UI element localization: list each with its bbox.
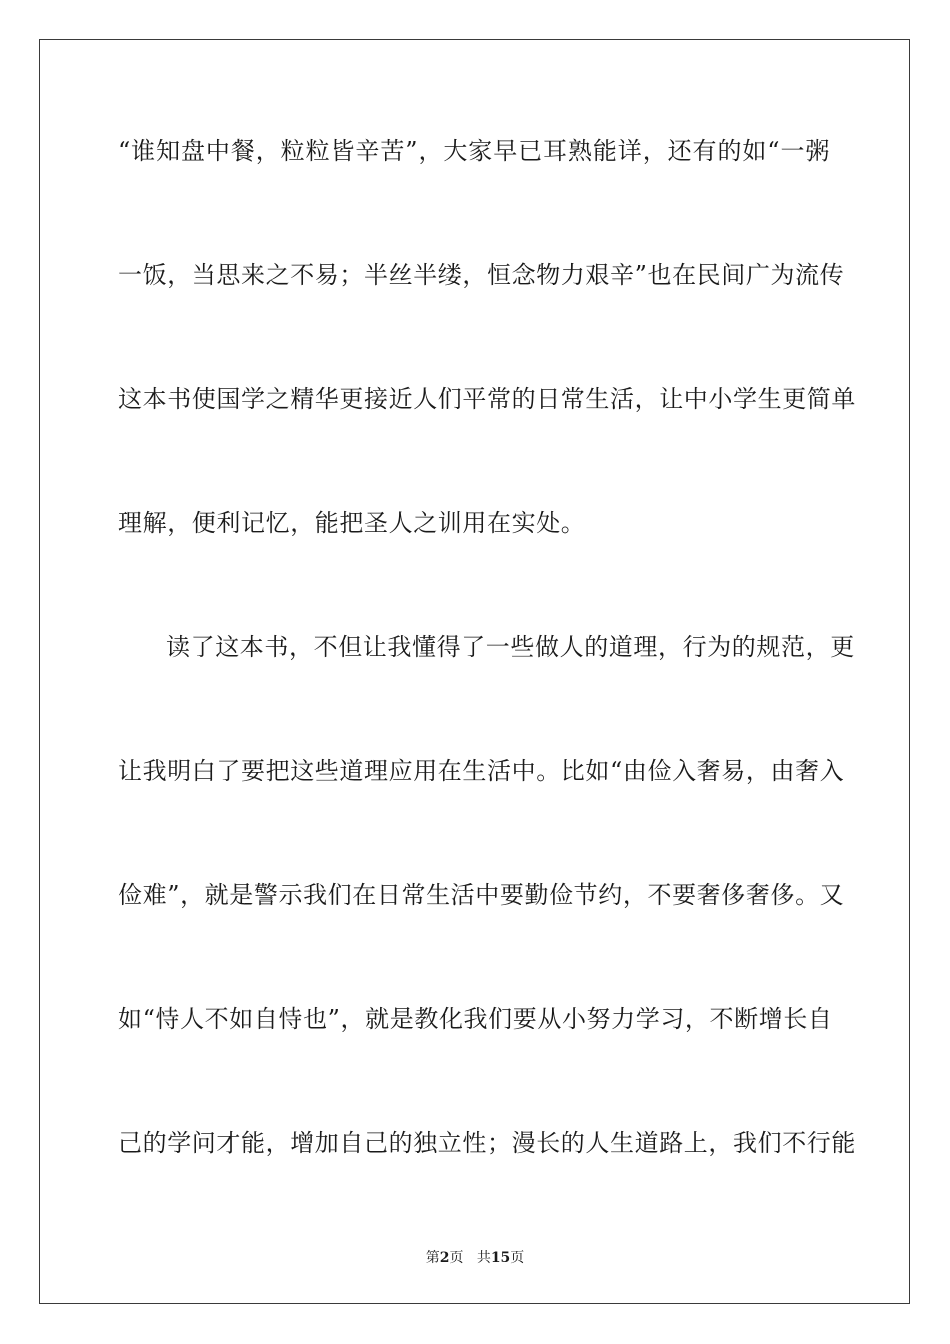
text-line: 如“恃人不如自恃也”，就是教化我们要从小努力学习，不断增长自 bbox=[118, 1005, 833, 1033]
total-pages: 15 bbox=[490, 1250, 511, 1266]
text-line: 一饭，当思来之不易；半丝半缕，恒念物力艰辛”也在民间广为流传 bbox=[118, 261, 845, 289]
text-line: 己的学问才能，增加自己的独立性；漫长的人生道路上，我们不行能 bbox=[118, 1129, 856, 1157]
page-prefix: 第 bbox=[425, 1250, 440, 1266]
text-line: 俭难”，就是警示我们在日常生活中要勤俭节约，不要奢侈奢侈。又 bbox=[118, 881, 845, 909]
text-line: “谁知盘中餐，粒粒皆辛苦”，大家早已耳熟能详，还有的如“一粥 bbox=[118, 137, 830, 165]
text-line: 让我明白了要把这些道理应用在生活中。比如“由俭入奢易，由奢入 bbox=[118, 757, 845, 785]
page-number: 2 bbox=[439, 1250, 450, 1266]
text-line-paragraph-start: 读了这本书，不但让我懂得了一些做人的道理，行为的规范，更 bbox=[166, 633, 855, 661]
text-line: 理解，便利记忆，能把圣人之训用在实处。 bbox=[118, 509, 586, 537]
total-suffix: 页 bbox=[510, 1250, 525, 1266]
text-line: 这本书使国学之精华更接近人们平常的日常生活，让中小学生更简单 bbox=[118, 385, 856, 413]
page-border bbox=[39, 39, 910, 1304]
total-prefix: 共 bbox=[476, 1250, 491, 1266]
page-suffix: 页 bbox=[449, 1250, 464, 1266]
page-footer bbox=[0, 1249, 950, 1267]
